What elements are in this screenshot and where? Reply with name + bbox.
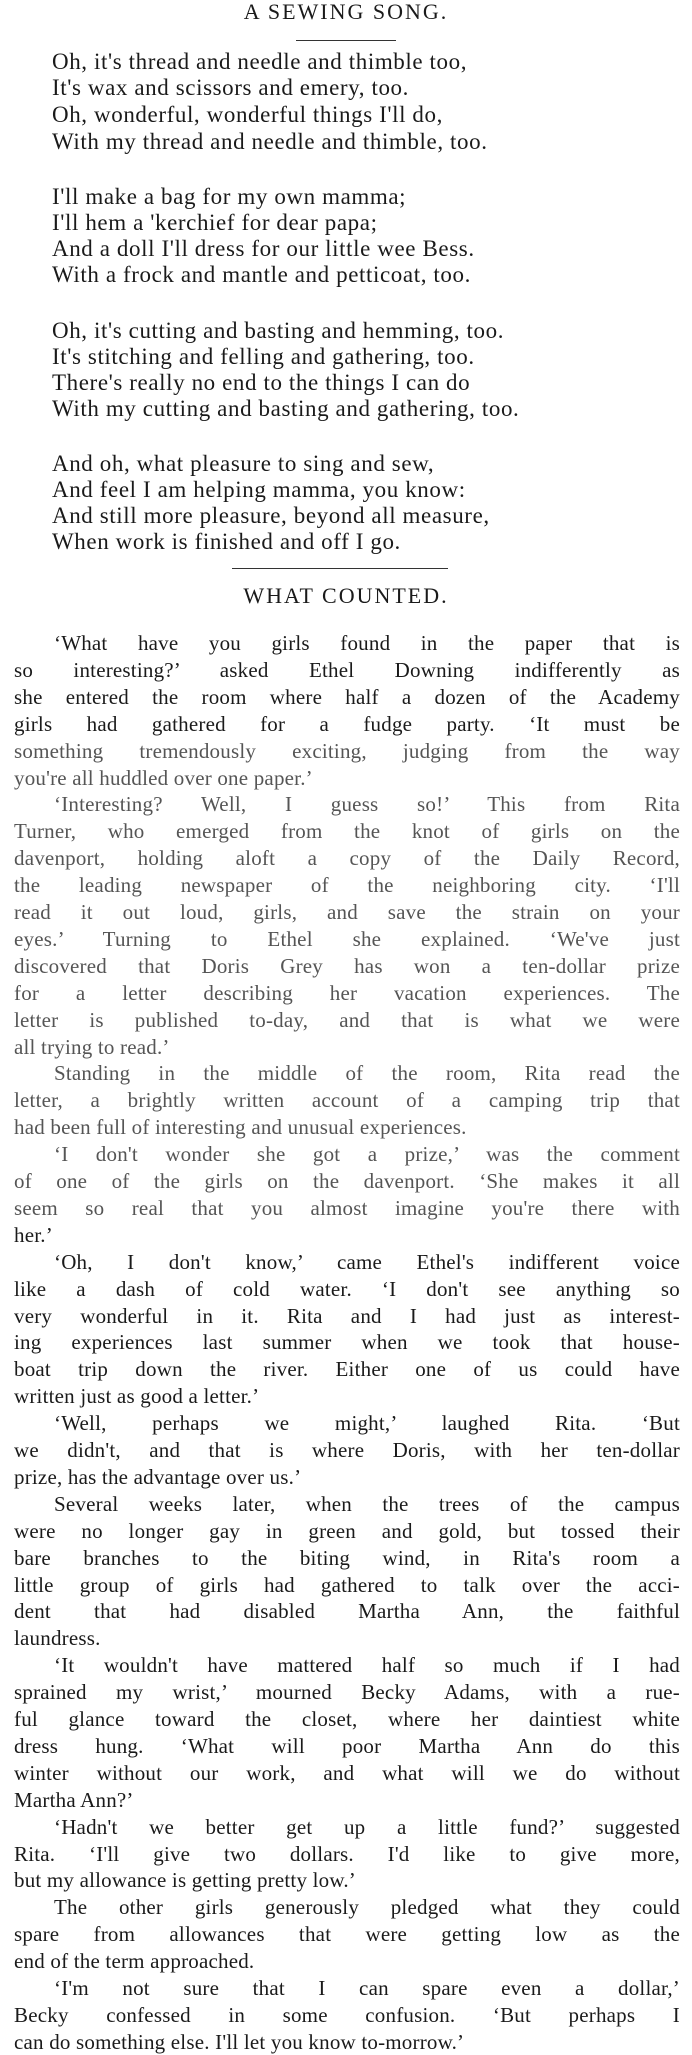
story-line: eyes.’ Turning to Ethel she explained. ‘We've just [14, 926, 680, 951]
story-line: of one of the girls on the davenport. ‘She makes it all [14, 1169, 680, 1193]
story-line: winter without our work, and what will we do without [14, 1760, 680, 1785]
story-line: little group of girls had gathered to talk over the acci- [14, 1572, 680, 1597]
story-line: like a dash of cold water. ‘I don't see anything so [14, 1276, 680, 1301]
poem-line: When work is finished and off I go. [52, 529, 401, 554]
story-line: all trying to read.’ [14, 1034, 170, 1059]
story-line: something tremendously exciting, judging from the way [14, 738, 680, 763]
story-line: dent that had disabled Martha Ann, the faithful [14, 1599, 680, 1624]
story-line: but my allowance is getting pretty low.’ [14, 1868, 356, 1893]
story-line: ful glance toward the closet, where her daintiest white [14, 1707, 680, 1731]
story-line: ‘Well, perhaps we might,’ laughed Rita. ‘But [54, 1411, 680, 1436]
story-line: ‘I don't wonder she got a prize,’ was the comment [54, 1142, 680, 1167]
story-line: were no longer gay in green and gold, but tossed their [14, 1518, 680, 1543]
poem-line: I'll hem a 'kerchief for dear papa; [52, 210, 378, 235]
story-line: The other girls generously pledged what they could [54, 1895, 680, 1920]
story-line: spare from allowances that were getting low as the [14, 1922, 680, 1947]
story-line: ‘Hadn't we better get up a little fund?’ suggested [54, 1814, 680, 1839]
poem-line: Oh, it's thread and needle and thimble too, [52, 49, 468, 74]
story-line: she entered the room where half a dozen of the Academy [14, 684, 680, 709]
story-line: the leading newspaper of the neighboring city. ‘I'll [14, 873, 680, 898]
poem-line: And oh, what pleasure to sing and sew, [52, 451, 435, 476]
poem-line: It's wax and scissors and emery, too. [52, 75, 410, 100]
story-line: for a letter describing her vacation experiences. The [14, 980, 680, 1005]
story-line: you're all huddled over one paper.’ [14, 765, 313, 790]
story-line: can do something else. I'll let you know to-morrow.’ [14, 2029, 465, 2054]
story-line: very wonderful in it. Rita and I had just as interest- [14, 1303, 680, 1328]
poem-line: With my thread and needle and thimble, too. [52, 129, 488, 154]
poem-line: I'll make a bag for my own mamma; [52, 184, 407, 209]
story-line: Becky confessed in some confusion. ‘But perhaps I [14, 2002, 680, 2027]
story-line: end of the term approached. [14, 1949, 255, 1974]
story-line: letter is published to-day, and that is what we were [14, 1007, 680, 1032]
story-line: Martha Ann?’ [14, 1787, 134, 1812]
story-line: we didn't, and that is where Doris, with her ten-dollar [14, 1438, 680, 1462]
story-title: WHAT COUNTED. [243, 583, 449, 608]
story-line: discovered that Doris Grey has won a ten-dollar prize [14, 953, 680, 978]
poem-line: It's stitching and felling and gathering, too. [52, 344, 475, 369]
story-line: read it out loud, girls, and save the strain on your [14, 900, 680, 924]
story-line: seem so real that you almost imagine you're there with [14, 1195, 680, 1220]
story-line: girls had gathered for a fudge party. ‘It must be [14, 711, 680, 736]
story-line: bare branches to the biting wind, in Rita's room a [14, 1545, 680, 1570]
story-line: letter, a brightly written account of a camping trip that [14, 1088, 680, 1113]
story-line: her.’ [14, 1222, 53, 1247]
story-line: written just as good a letter.’ [14, 1384, 260, 1409]
story-line: laundress. [14, 1626, 101, 1651]
story-line: had been full of interesting and unusual experiences. [14, 1115, 467, 1140]
story-line: so interesting?’ asked Ethel Downing indifferently as [14, 657, 680, 682]
poem-line: There's really no end to the things I can do [52, 370, 471, 395]
poem-title: A SEWING SONG. [243, 0, 449, 24]
story-line: ‘I'm not sure that I can spare even a dollar,’ [54, 1976, 680, 2000]
poem-line: Oh, it's cutting and basting and hemming, too. [52, 318, 505, 343]
title-rule [296, 40, 396, 41]
story-line: boat trip down the river. Either one of us could have [14, 1357, 680, 1382]
story-line: sprained my wrist,’ mourned Becky Adams, with a rue- [14, 1680, 680, 1705]
story-line: dress hung. ‘What will poor Martha Ann do this [14, 1733, 680, 1758]
story-line: Several weeks later, when the trees of the campus [54, 1491, 680, 1516]
section-divider [232, 568, 448, 569]
story-line: Standing in the middle of the room, Rita read the [54, 1061, 680, 1086]
poem-line: And feel I am helping mamma, you know: [52, 477, 466, 502]
poem-line: Oh, wonderful, wonderful things I'll do, [52, 102, 443, 127]
poem-line: With a frock and mantle and petticoat, too. [52, 262, 471, 287]
story-line: ‘Oh, I don't know,’ came Ethel's indifferent voice [54, 1249, 680, 1274]
story-line: ‘What have you girls found in the paper that is [54, 631, 680, 655]
story-line: davenport, holding aloft a copy of the Daily Record, [14, 846, 680, 871]
story-line: ‘Interesting? Well, I guess so!’ This from Rita [54, 792, 680, 817]
story-line: prize, has the advantage over us.’ [14, 1464, 302, 1489]
poem-line: And a doll I'll dress for our little wee Bess. [52, 236, 475, 261]
poem-line: And still more pleasure, beyond all measure, [52, 503, 490, 528]
story-line: Turner, who emerged from the knot of girls on the [14, 819, 680, 844]
poem-line: With my cutting and basting and gathering, too. [52, 396, 520, 421]
story-line: ing experiences last summer when we took that house- [14, 1330, 680, 1355]
story-line: Rita. ‘I'll give two dollars. I'd like to give more, [14, 1841, 680, 1866]
story-line: ‘It wouldn't have mattered half so much if I had [54, 1653, 680, 1678]
